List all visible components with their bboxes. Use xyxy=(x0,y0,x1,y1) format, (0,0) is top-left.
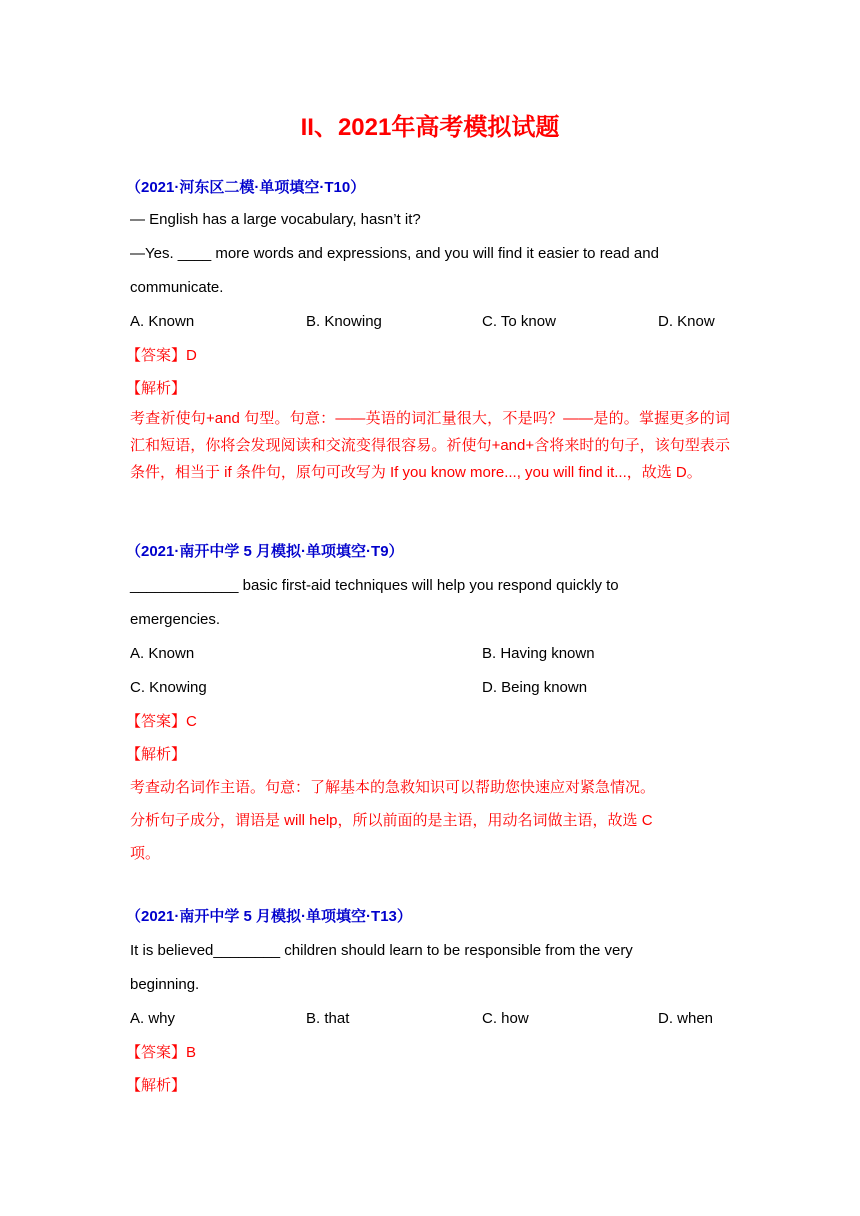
options-row xyxy=(130,637,730,671)
option-b: B. Knowing xyxy=(306,313,382,330)
question-block xyxy=(126,178,730,486)
explanation-line: 项。 xyxy=(130,845,161,862)
question-stem-line: —Yes. ____ more words and expressions, and you will find it easier to read and xyxy=(130,245,659,262)
option-c: C. Knowing xyxy=(130,679,207,696)
question-stem-line: _____________ basic first-aid techniques will help you respond quickly to xyxy=(130,577,619,594)
option-a: A. Known xyxy=(130,645,195,662)
option-a: A. why xyxy=(130,1010,176,1027)
answer-label: 【答案】C xyxy=(126,713,197,730)
question-stem-line: — English has a large vocabulary, hasn’t it? xyxy=(130,211,421,228)
option-c: C. how xyxy=(482,1010,529,1027)
option-b: B. Having known xyxy=(482,645,595,662)
analysis-label: 【解析】 xyxy=(126,380,187,397)
answer-label: 【答案】D xyxy=(126,347,197,364)
option-c: C. To know xyxy=(482,313,556,330)
option-d: D. when xyxy=(658,1010,714,1027)
question-stem-line: emergencies. xyxy=(130,611,221,628)
answer-label: 【答案】B xyxy=(126,1044,197,1061)
explanation-line: 分析句子成分，谓语是 will help，所以前面的是主语，用动名词做主语，故选 C xyxy=(130,812,653,829)
question-source: （2021·南开中学 5 月模拟·单项填空·T9） xyxy=(126,543,404,560)
options-row xyxy=(130,671,730,705)
option-d: D. Being known xyxy=(482,679,588,696)
options-row xyxy=(130,1002,730,1036)
options-row xyxy=(130,305,730,339)
question-source: （2021·河东区二模·单项填空·T10） xyxy=(126,179,366,196)
explanation-line: 考查动名词作主语。句意：了解基本的急救知识可以帮助您快速应对紧急情况。 xyxy=(130,779,656,796)
page-title: II、2021年高考模拟试题 xyxy=(300,114,560,141)
question-stem-line: beginning. xyxy=(130,976,200,993)
option-d: D. Know xyxy=(658,313,715,330)
analysis-label: 【解析】 xyxy=(126,746,187,763)
question-block xyxy=(126,907,730,1102)
question-stem-line: It is believed________ children should learn to be responsible from the very xyxy=(130,942,633,959)
analysis-label: 【解析】 xyxy=(126,1077,187,1094)
option-a: A. Known xyxy=(130,313,195,330)
question-stem-line: communicate. xyxy=(130,279,224,296)
option-b: B. that xyxy=(306,1010,350,1027)
explanation-text: 考查祈使句+and 句型。句意：——英语的词汇量很大，不是吗？——是的。掌握更多的词汇和短语，你将会发现阅读和交流变得很容易。祈使句+and+含将来时的句子，该句型表示条件，相当于 if 条件句，原句可改写为 If you know more..., you will find it...，故选 D。 xyxy=(130,410,730,481)
question-source: （2021·南开中学 5 月模拟·单项填空·T13） xyxy=(126,908,412,925)
question-block xyxy=(126,542,730,870)
